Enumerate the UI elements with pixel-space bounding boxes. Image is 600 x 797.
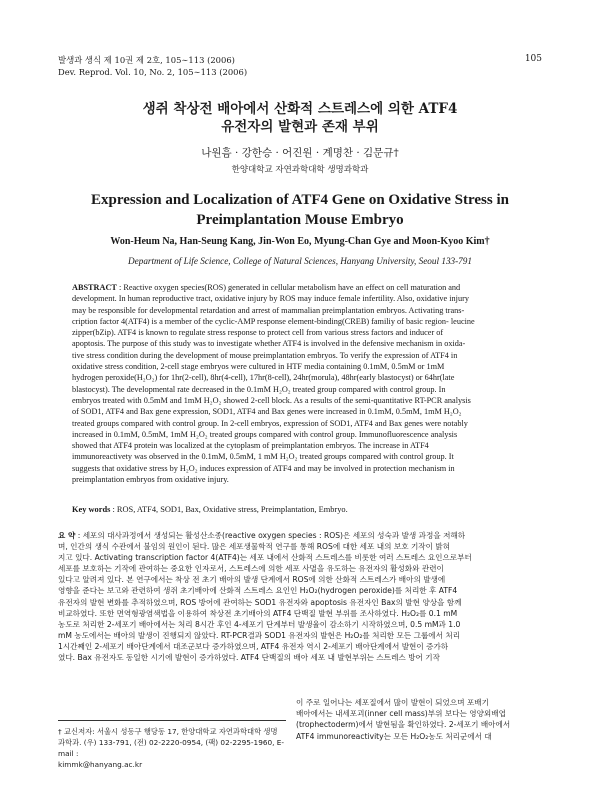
korean-affiliation: 한양대학교 자연과학대학 생명과학과 — [231, 165, 369, 175]
page-number: 105 — [524, 54, 542, 64]
journal-name-en: Dev. Reprod. Vol. 10, No. 2, 105∼113 (2006) — [58, 67, 248, 77]
korean-title-line-1: 생쥐 착상전 배아에서 산화적 스트레스에 의한 ATF4 — [142, 101, 458, 117]
abstract-line: hydrogen peroxide(H₂O₂) for 1hr(2-cell), 8hr(4-cell), 17hr(8-cell), 24hr(morula), 48hr(early blastocyst) or 64hr(late — [72, 373, 455, 383]
korean-abstract — [58, 530, 540, 663]
abstract-line: zipper(bZip). ATF4 is known to regulate stress response to protect cell from various stress factors and inducer of — [72, 328, 444, 338]
korean-abstract-line: : 세포의 대사과정에서 생성되는 활성산소종(reactive oxygen species : ROS)은 세포의 성숙과 발생 과정을 저해하 — [77, 531, 466, 540]
journal-name-kr: 발생과 생식 제 10권 제 2호, 105∼113 (2006) — [58, 55, 235, 65]
abstract-label: ABSTRACT — [72, 283, 117, 292]
korean-abstract-right-line: 배아에서는 내세포괴(inner cell mass)부위 보다는 영양외배엽 — [296, 709, 506, 719]
abstract-line: blastocyst). The developmental rate decreased in the 0.1mM H₂O₂ treated group compared with control group. In — [72, 384, 446, 394]
korean-abstract-line: 며, 인간의 생식 수관에서 불임의 원인이 된다. 많은 세포생물학적 연구를 통해 ROS에 대한 세포 내의 보호 기작이 밝혀 — [58, 542, 451, 552]
korean-abstract-line: 1시간째인 2-세포기 배아단계에서 대조군보다 증가하였으며, ATF4 유전자 역시 2-세포기 배아단계에서 발현이 증가하 — [58, 641, 449, 651]
korean-abstract-line: 세포를 보호하는 기작에 관여하는 중요한 인자로서, 스트레스에 의한 세포 사멸을 유도하는 유전자의 활성화와 관련이 — [58, 564, 444, 574]
korean-abstract-line: mM 농도에서는 배아의 발생이 진행되지 않았다. RT-PCR결과 SOD1 유전자의 발현은 H₂O₂를 처리한 모든 그룹에서 처리 — [58, 630, 461, 640]
footnote-line: † 교신저자: 서울시 성동구 행당동 17, 한양대학교 자연과학대학 생명 — [58, 727, 278, 736]
abstract-line: increased in 0.1mM, 0.5mM, 1mM H₂O₂ treated groups compared with control group. Immunofluorescence analysis — [72, 429, 458, 439]
korean-abstract-line: 영향을 준다는 보고와 관련하여 생쥐 초기배아에 산화적 스트레스 요인인 H₂O₂(hydrogen peroxide)를 처리한 후 ATF4 — [58, 586, 458, 596]
korean-abstract-label: 요 약 — [58, 531, 76, 540]
abstract-line: tive stress condition during the development of mouse preimplantation embryos. To verify the expression of ATF4 in — [72, 350, 458, 360]
korean-abstract-line: 지고 있다. Activating transcription factor 4(ATF4)는 세포 내에서 산화적 스트레스를 비롯한 여러 스트레스 요인으로부터 — [58, 553, 472, 563]
keywords — [72, 505, 528, 514]
abstract-line: preimplantation embryos from oxidative injury. — [72, 475, 229, 485]
english-affiliation: Department of Life Science, College of Natural Sciences, Hanyang University, Seoul 133-791 — [128, 256, 472, 266]
korean-abstract-line: 있다고 알려져 있다. 본 연구에서는 착상 전 초기 배아의 발생 단계에서 ROS에 의한 산화적 스트레스가 배아의 발생에 — [58, 575, 446, 585]
abstract-line: oxidative stress condition, 2-cell stage embryos were cultured in HTF media containing 0.1mM, 0.5mM or 1mM — [72, 362, 445, 372]
abstract-line: : Reactive oxygen species(ROS) generated in cellular metabolism have an effect on cell maturation and — [119, 283, 461, 292]
korean-abstract-continued — [296, 697, 540, 742]
abstract-line: apoptosis. The purpose of this study was to investigate whether ATF4 is involved in the defensive mechanism in oxida- — [72, 339, 466, 349]
footnote-line: kimmk@hanyang.ac.kr — [58, 760, 143, 769]
abstract-line: treated groups compared with control group. In 2-cell embryos, expression of SOD1, ATF4 and Bax genes were notably — [72, 418, 468, 428]
journal-header — [58, 54, 247, 78]
korean-title-line-2: 유전자의 발현과 존재 부위 — [221, 119, 379, 135]
korean-abstract-right-line: ATF4 immunoreactivity는 모든 H₂O₂농도 처리군에서 대 — [296, 731, 492, 741]
english-authors: Won-Heum Na, Han-Seung Kang, Jin-Won Eo, Myung-Chan Gye and Moon-Kyoo Kim† — [110, 236, 490, 247]
footnote-line: 과학과. (우) 133-791, (전) 02-2220-0954, (팩) 02-2295-1960, E-mail : — [58, 738, 285, 758]
abstract-line: cription factor 4(ATF4) is a member of the cyclic-AMP response element-binding(CREB) familiy of basic region- leucine — [72, 316, 475, 326]
korean-abstract-line: 였다. Bax 유전자도 동일한 시기에 발현이 증가하였다. ATF4 단백질의 배아 세포 내 발현부위는 스트레스 방어 기작 — [58, 653, 440, 663]
korean-title — [0, 100, 600, 136]
english-title-line-1: Expression and Localization of ATF4 Gene on Oxidative Stress in — [91, 192, 509, 208]
corresponding-author-footnote — [58, 726, 290, 770]
korean-abstract-line: 농도로 처리한 2-세포기 배아에서는 처리 8시간 후인 4-세포기 단계부터 발생율이 감소하기 시작하였으며, 0.5 mM과 1.0 — [58, 619, 461, 629]
korean-abstract-line: 유전자의 발현 변화를 추적하였으며, ROS 방어에 관여하는 SOD1 유전자와 apoptosis 유전자인 Bax의 발현 양상을 함께 — [58, 597, 462, 607]
abstract-line: development. In human reproductive tract, oxidative injury by ROS may induce female infertility. Also, oxidative injury — [72, 294, 469, 304]
korean-abstract-right-line: 이 주로 일어나는 세포질에서 많이 발현이 되었으며 포배기 — [296, 698, 489, 707]
korean-authors: 나원흠 · 강한승 · 어진원 · 계명찬 · 김문규† — [201, 147, 399, 159]
english-title-line-2: Preimplantation Mouse Embryo — [196, 212, 404, 228]
keywords-label: Key words — [72, 505, 111, 514]
abstract-line: embryos treated with 0.5mM and 1mM H₂O₂ showed 2-cell block. As a results of the semi-quantitative RT-PCR analysis — [72, 395, 471, 405]
abstract-line: showed that ATF4 protein was localized at the cytoplasm of preimplantation embryos. The increase in ATF4 — [72, 441, 429, 451]
abstract-line: suggests that oxidative stress by H₂O₂ induces expression of ATF4 and may be involved in protection mechanism in — [72, 463, 455, 473]
abstract-line: may be responsible for developmental retardation and arrest of mammalian preimplantation embryos. Activating trans- — [72, 305, 465, 315]
footnote-divider — [58, 720, 286, 721]
korean-abstract-right-line: (trophectoderm)에서 발현됨을 확인하였다. 2-세포기 배아에서 — [296, 720, 511, 730]
keywords-text: : ROS, ATF4, SOD1, Bax, Oxidative stress, Preimplantation, Embryo. — [112, 505, 348, 514]
abstract-line: immunoreactivety was observed in the 0.1mM, 0.5mM, 1 mM H₂O₂ treated groups compared with control group. It — [72, 452, 454, 462]
english-title — [0, 190, 600, 230]
english-abstract — [72, 282, 528, 485]
abstract-line: of SOD1, ATF4 and Bax gene expression, SOD1, ATF4 and Bax genes were increased in 0.1mM, 0.5mM, 1mM H₂O₂ — [72, 407, 462, 417]
korean-abstract-line: 비교하였다. 또한 면역형광염색법을 이용하여 착상전 초기배아의 ATF4 단백질 발현 부위를 조사하였다. H₂O₂를 0.1 mM — [58, 608, 458, 618]
